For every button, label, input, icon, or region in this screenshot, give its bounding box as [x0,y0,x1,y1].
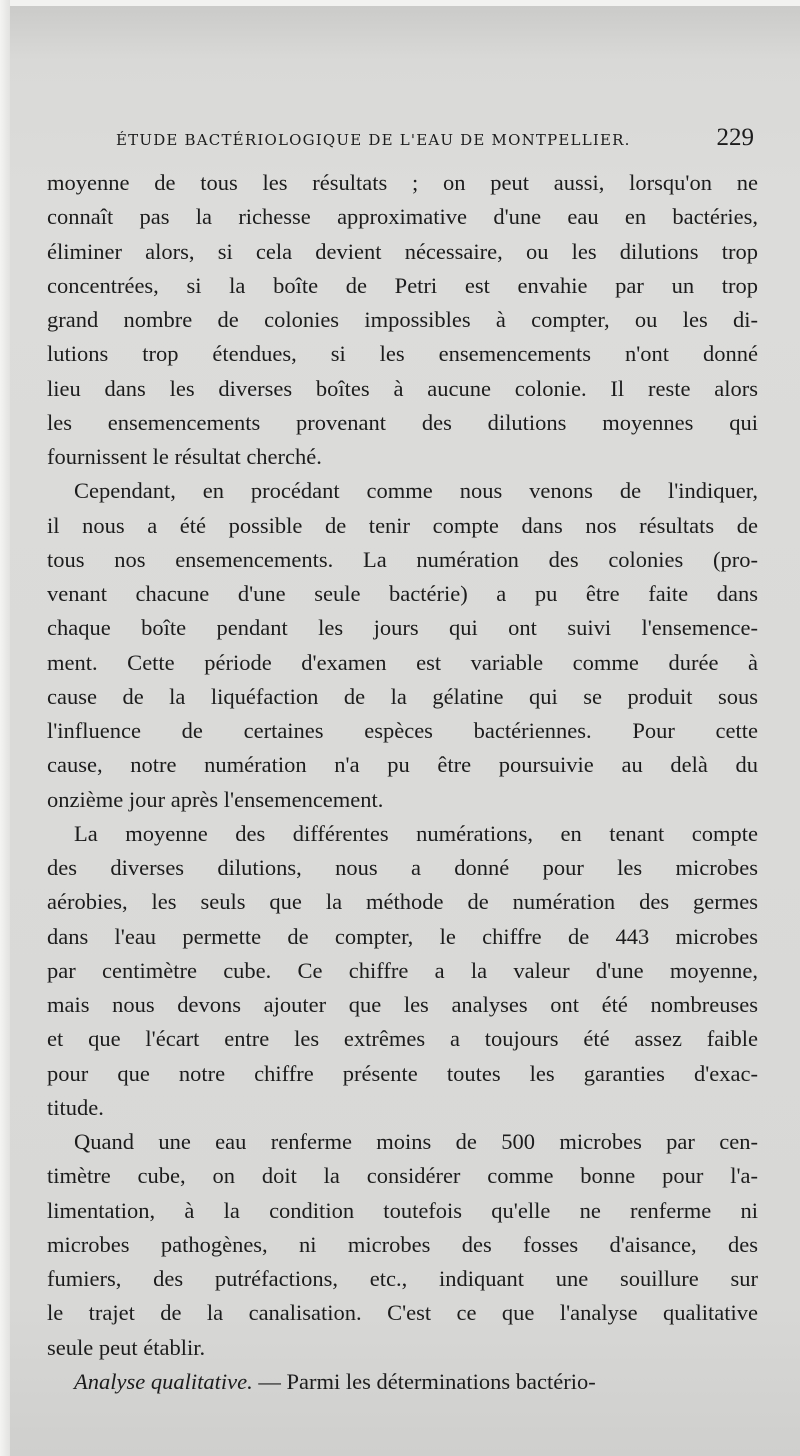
text-line: limentation, à la condition toutefois qu'elle ne renferme ni [47,1197,758,1223]
text-line: cause de la liquéfaction de la gélatine qui se produit sous [47,683,758,709]
text-line: mais nous devons ajouter que les analyses ont été nombreuses [47,992,758,1017]
text-line: par centimètre cube. Ce chiffre a la valeur d'une moyenne, [47,957,758,983]
page-number: 229 [716,124,754,151]
text-line: l'influence de certaines espèces bactériennes. Pour cette [47,718,758,743]
text-line: tous nos ensemencements. La numération des colonies (pro- [47,546,758,572]
running-head: ÉTUDE BACTÉRIOLOGIQUE DE L'EAU DE MONTPELLIER. [116,131,631,149]
text-line: cause, notre numération n'a pu être poursuivie au delà du [47,752,758,778]
text-line: le trajet de la canalisation. C'est ce que l'analyse qualitative [47,1300,758,1326]
text-line: des diverses dilutions, nous a donné pour les microbes [47,855,758,880]
text-line: ment. Cette période d'examen est variable comme durée à [47,649,758,675]
paragraph-first-line: Quand une eau renferme moins de 500 microbes par cen- [74,1129,758,1154]
section-heading-italic: Analyse qualitative. [74,1368,253,1394]
paragraph-last-line: titude. [47,1094,104,1120]
text-line: dans l'eau permette de compter, le chiffre de 443 microbes [47,923,758,949]
text-line: venant chacune d'une seule bactérie) a pu être faite dans [47,581,758,606]
text-line: lutions trop étendues, si les ensemencements n'ont donné [47,341,758,367]
text-line: pour que notre chiffre présente toutes les garanties d'exac- [47,1060,758,1086]
text-line: les ensemencements provenant des dilutions moyennes qui [47,409,758,435]
text-line: éliminer alors, si cela devient nécessaire, ou les dilutions trop [47,238,758,264]
text-line: timètre cube, on doit la considérer comme bonne pour l'a- [47,1163,758,1189]
paragraph-last-line: fournissent le résultat cherché. [47,444,322,469]
text-line: lieu dans les diverses boîtes à aucune colonie. Il reste alors [47,375,758,401]
text-line: chaque boîte pendant les jours qui ont suivi l'ensemence- [47,615,758,641]
text-line: aérobies, les seuls que la méthode de numération des germes [47,889,758,915]
page-header [48,124,754,160]
text-line: et que l'écart entre les extrêmes a toujours été assez faible [47,1026,758,1052]
page-left-edge [0,0,10,1456]
section-lead-text: — Parmi les déterminations bactério- [252,1368,596,1394]
text-line: grand nombre de colonies impossibles à compter, ou les di- [47,307,758,332]
paragraph-first-line: Cependant, en procédant comme nous venons de l'indiquer, [74,478,758,504]
body-text [47,166,758,1399]
text-line: microbes pathogènes, ni microbes des fosses d'aisance, des [47,1231,758,1257]
paragraph-last-line: onzième jour après l'ensemencement. [47,786,384,812]
text-line: il nous a été possible de tenir compte dans nos résultats de [47,512,758,538]
paragraph-last-line: seule peut établir. [47,1334,206,1360]
section-lead-line [47,1365,758,1399]
text-line: concentrées, si la boîte de Petri est envahie par un trop [47,272,758,298]
page-top-edge [0,0,800,6]
text-line: fumiers, des putréfactions, etc., indiquant une souillure sur [47,1266,758,1291]
text-line: moyenne de tous les résultats ; on peut aussi, lorsqu'on ne [47,170,758,195]
text-line: connaît pas la richesse approximative d'une eau en bactéries, [47,204,758,230]
paragraph-first-line: La moyenne des différentes numérations, en tenant compte [74,820,758,846]
